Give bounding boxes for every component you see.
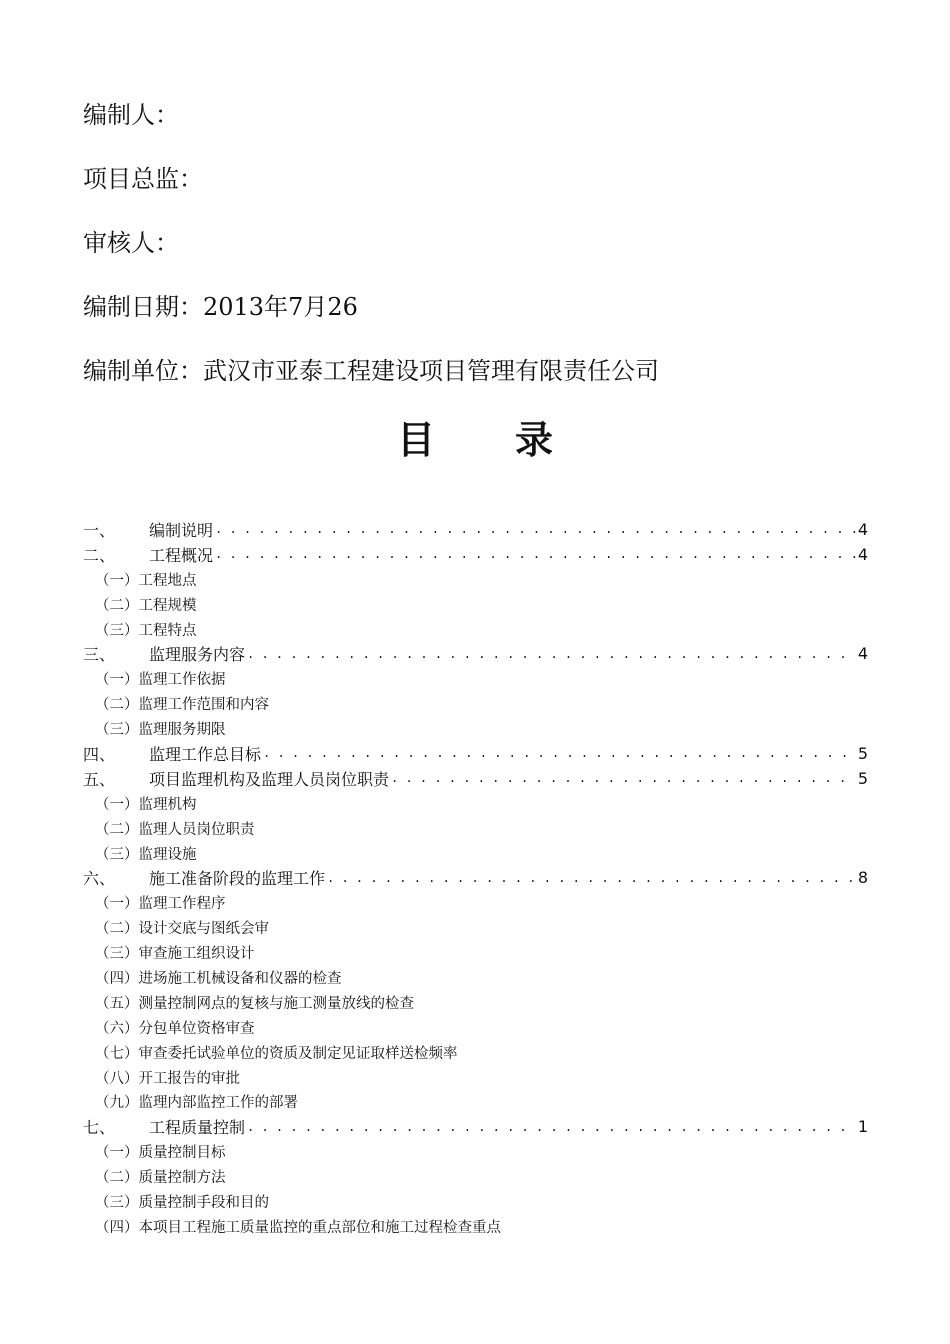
toc-entry-label: 监理工作总目标 (149, 744, 262, 764)
toc-subsection-entry[interactable] (83, 1189, 868, 1214)
toc-subentry-label: （二）监理人员岗位职责 (95, 821, 255, 838)
toc-section-entry[interactable] (83, 766, 868, 791)
toc-section-entry[interactable] (83, 641, 868, 666)
toc-subentry-label: （六）分包单位资格审查 (95, 1020, 255, 1037)
toc-entry-number: 二、 (83, 545, 116, 565)
toc-subsection-entry[interactable] (83, 940, 868, 965)
toc-entry-page: 1 (857, 1117, 868, 1137)
toc-dot-leader (215, 545, 856, 563)
toc-subsection-entry[interactable] (83, 592, 868, 617)
toc-subentry-label: （二）监理工作范围和内容 (95, 697, 269, 714)
table-of-contents (83, 517, 868, 1239)
toc-subentry-label: （二）工程规模 (95, 597, 197, 614)
toc-subentry-label: （九）监理内部监控工作的部署 (95, 1095, 298, 1112)
toc-subsection-entry[interactable] (83, 691, 868, 716)
toc-entry-number: 三、 (83, 645, 116, 665)
toc-section-entry[interactable] (83, 542, 868, 567)
toc-subsection-entry[interactable] (83, 1040, 868, 1065)
toc-entry-label: 施工准备阶段的监理工作 (149, 869, 326, 889)
toc-subentry-label: （二）设计交底与图纸会审 (95, 921, 269, 938)
toc-entry-number: 四、 (83, 744, 116, 764)
toc-entry-number: 六、 (83, 869, 116, 889)
chief-supervisor-line: 项目总监： (83, 165, 203, 193)
toc-entry-page: 5 (857, 768, 868, 788)
toc-subsection-entry[interactable] (83, 816, 868, 841)
toc-section-entry[interactable] (83, 517, 868, 542)
toc-subsection-entry[interactable] (83, 965, 868, 990)
compile-unit-line: 编制单位：武汉市亚泰工程建设项目管理有限责任公司 (83, 357, 659, 385)
toc-entry-label: 工程概况 (149, 545, 214, 565)
toc-title: 目录 (396, 418, 633, 462)
toc-section-entry[interactable] (83, 1114, 868, 1139)
toc-entry-label: 监理服务内容 (149, 645, 246, 665)
toc-entry-page: 4 (857, 644, 868, 664)
compile-date-line: 编制日期：2013年7月26 (83, 293, 358, 321)
toc-entry-page: 5 (857, 743, 868, 763)
toc-dot-leader (391, 769, 856, 787)
toc-subentry-label: （五）测量控制网点的复核与施工测量放线的检查 (95, 995, 414, 1012)
toc-subentry-label: （一）监理工作程序 (95, 896, 226, 913)
toc-subentry-label: （一）监理机构 (95, 796, 197, 813)
toc-entry-number: 五、 (83, 769, 116, 789)
toc-subsection-entry[interactable] (83, 716, 868, 741)
toc-subsection-entry[interactable] (83, 791, 868, 816)
toc-entry-label: 编制说明 (149, 520, 214, 540)
toc-dot-leader (247, 645, 856, 663)
toc-subentry-label: （一）质量控制目标 (95, 1145, 226, 1162)
compiler-line: 编制人： (83, 101, 179, 129)
toc-dot-leader (327, 869, 856, 887)
toc-subentry-label: （四）本项目工程施工质量监控的重点部位和施工过程检查重点 (95, 1219, 501, 1236)
toc-section-entry[interactable] (83, 865, 868, 890)
toc-subentry-label: （八）开工报告的审批 (95, 1070, 240, 1087)
toc-subentry-label: （三）监理设施 (95, 846, 197, 863)
toc-subsection-entry[interactable] (83, 1089, 868, 1114)
toc-subentry-label: （一）工程地点 (95, 572, 197, 589)
toc-subentry-label: （一）监理工作依据 (95, 672, 226, 689)
toc-subsection-entry[interactable] (83, 915, 868, 940)
toc-dot-leader (215, 520, 856, 538)
toc-subsection-entry[interactable] (83, 1139, 868, 1164)
toc-entry-page: 4 (857, 544, 868, 564)
toc-subsection-entry[interactable] (83, 890, 868, 915)
toc-subentry-label: （三）监理服务期限 (95, 722, 226, 739)
toc-entry-page: 4 (857, 519, 868, 539)
toc-subsection-entry[interactable] (83, 1015, 868, 1040)
toc-subsection-entry[interactable] (83, 1065, 868, 1090)
toc-subentry-label: （三）工程特点 (95, 622, 197, 639)
toc-entry-label: 项目监理机构及监理人员岗位职责 (149, 769, 390, 789)
toc-subsection-entry[interactable] (83, 1164, 868, 1189)
toc-subentry-label: （三）审查施工组织设计 (95, 946, 255, 963)
toc-dot-leader (263, 744, 856, 762)
toc-subsection-entry[interactable] (83, 666, 868, 691)
toc-subentry-label: （七）审查委托试验单位的资质及制定见证取样送检频率 (95, 1045, 458, 1062)
toc-subsection-entry[interactable] (83, 567, 868, 592)
toc-subsection-entry[interactable] (83, 990, 868, 1015)
toc-subsection-entry[interactable] (83, 1214, 868, 1239)
toc-section-entry[interactable] (83, 741, 868, 766)
toc-entry-number: 七、 (83, 1118, 116, 1138)
toc-entry-number: 一、 (83, 520, 116, 540)
toc-subentry-label: （二）质量控制方法 (95, 1170, 226, 1187)
toc-subentry-label: （三）质量控制手段和目的 (95, 1194, 269, 1211)
toc-subentry-label: （四）进场施工机械设备和仪器的检查 (95, 970, 342, 987)
toc-entry-page: 8 (857, 868, 868, 888)
toc-subsection-entry[interactable] (83, 617, 868, 642)
reviewer-line: 审核人： (83, 229, 179, 257)
toc-subsection-entry[interactable] (83, 841, 868, 866)
toc-entry-label: 工程质量控制 (149, 1118, 246, 1138)
toc-dot-leader (247, 1118, 856, 1136)
